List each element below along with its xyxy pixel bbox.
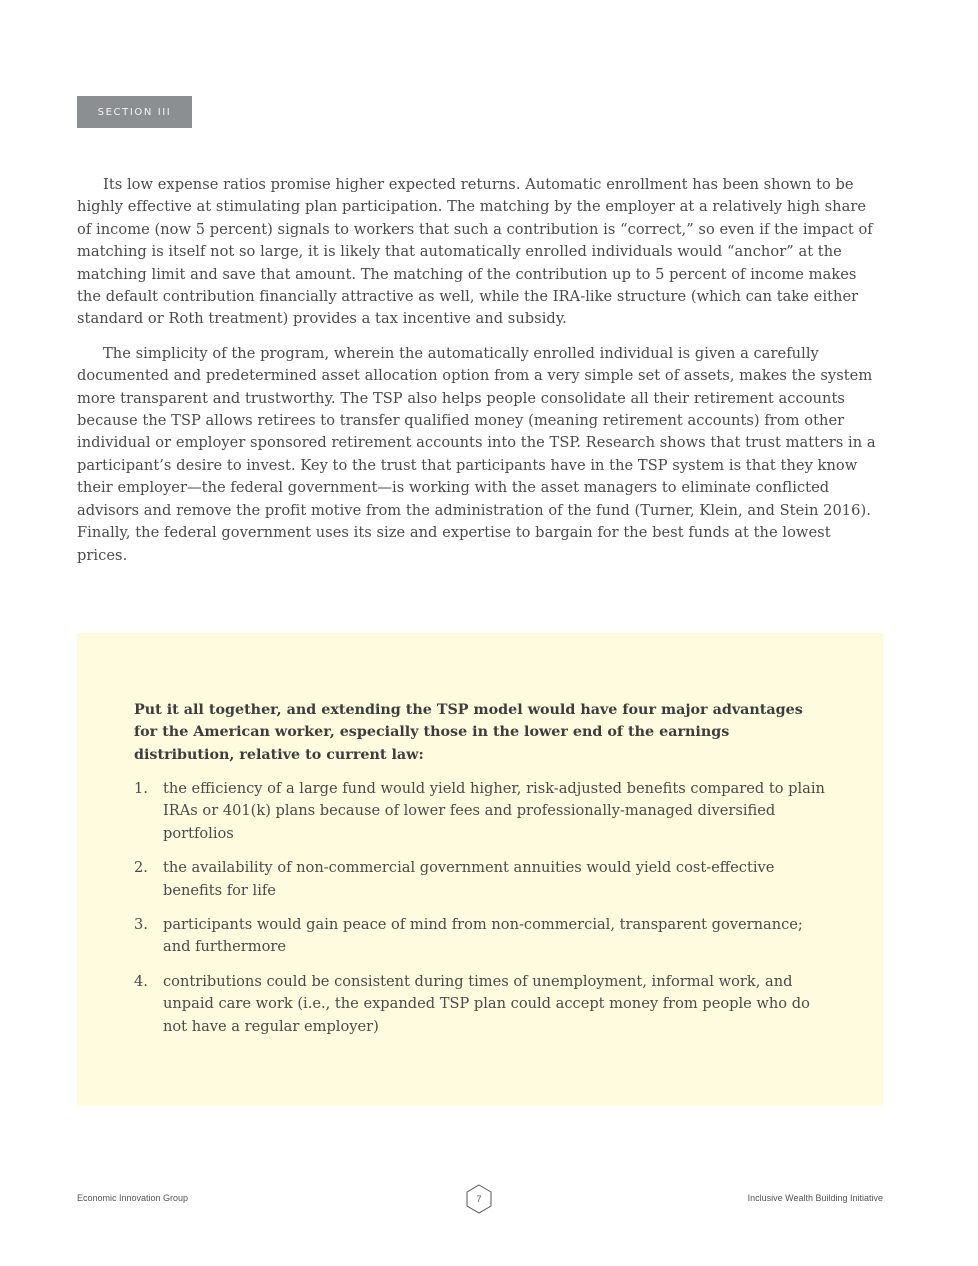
footer-organization: Economic Innovation Group: [77, 1193, 189, 1203]
advantages-list: [134, 778, 834, 1050]
list-item: [134, 971, 834, 1038]
list-number: 3.: [134, 916, 148, 934]
list-item: [134, 857, 834, 902]
list-item: [134, 914, 834, 959]
page-number-badge: [466, 1184, 492, 1214]
list-item: [134, 778, 834, 845]
list-number: 4.: [134, 972, 148, 990]
list-item-text: contributions could be consistent during times of unemployment, informal work, and unpaid care work (i.e., the expanded TSP plan could accept money from people who do not have a regular employer): [163, 972, 810, 1035]
body-text: [77, 174, 883, 579]
section-label: SECTION III: [77, 96, 192, 128]
callout-lead: Put it all together, and extending the TSP model would have four major advantages for the American worker, especially those in the lower end of the earnings distribution, relative to current law:: [134, 702, 803, 763]
list-item-text: the efficiency of a large fund would yield higher, risk-adjusted benefits compared to plain IRAs or 401(k) plans because of lower fees and professionally-managed diversified portfolios: [163, 780, 825, 842]
callout-box: [77, 633, 883, 1106]
paragraph: Its low expense ratios promise higher expected returns. Automatic enrollment has been shown to be highly effective at stimulating plan participation. The matching by the employer at a relatively high share of income (now 5 percent) signals to workers that such a contribution is “correct,” so even if the impact of matching is itself not so large, it is likely that automatically enrolled individuals would “anchor” at the matching limit and save that amount. The matching of the contribution up to 5 percent of income makes the default contribution financially attractive as well, while the IRA-like structure (which can take either standard or Roth treatment) provides a tax incentive and subsidy.: [77, 176, 873, 328]
footer-initiative: Inclusive Wealth Building Initiative: [747, 1193, 883, 1203]
page-number: 7: [476, 1194, 482, 1204]
list-number: 1.: [134, 780, 148, 797]
paragraph: The simplicity of the program, wherein the automatically enrolled individual is given a carefully documented and predetermined asset allocation option from a very simple set of assets, makes the system more transparent and trustworthy. The TSP also helps people consolidate all their retirement accounts because the TSP allows retirees to transfer qualified money (meaning retirement accounts) from other individual or employer sponsored retirement accounts into the TSP. Research shows that trust matters in a participant’s desire to invest. Key to the trust that participants have in the TSP system is that they know their employer—the federal government—is working with the asset managers to eliminate conflicted advisors and remove the profit motive from the administration of the fund (Turner, Klein, and Stein 2016). Finally, the federal government uses its size and expertise to bargain for the best funds at the lowest prices.: [77, 344, 876, 564]
list-item-text: participants would gain peace of mind from non-commercial, transparent governance; and furthermore: [163, 916, 803, 956]
list-item-text: the availability of non-commercial government annuities would yield cost-effective benefits for life: [163, 859, 775, 899]
list-number: 2.: [134, 859, 148, 877]
